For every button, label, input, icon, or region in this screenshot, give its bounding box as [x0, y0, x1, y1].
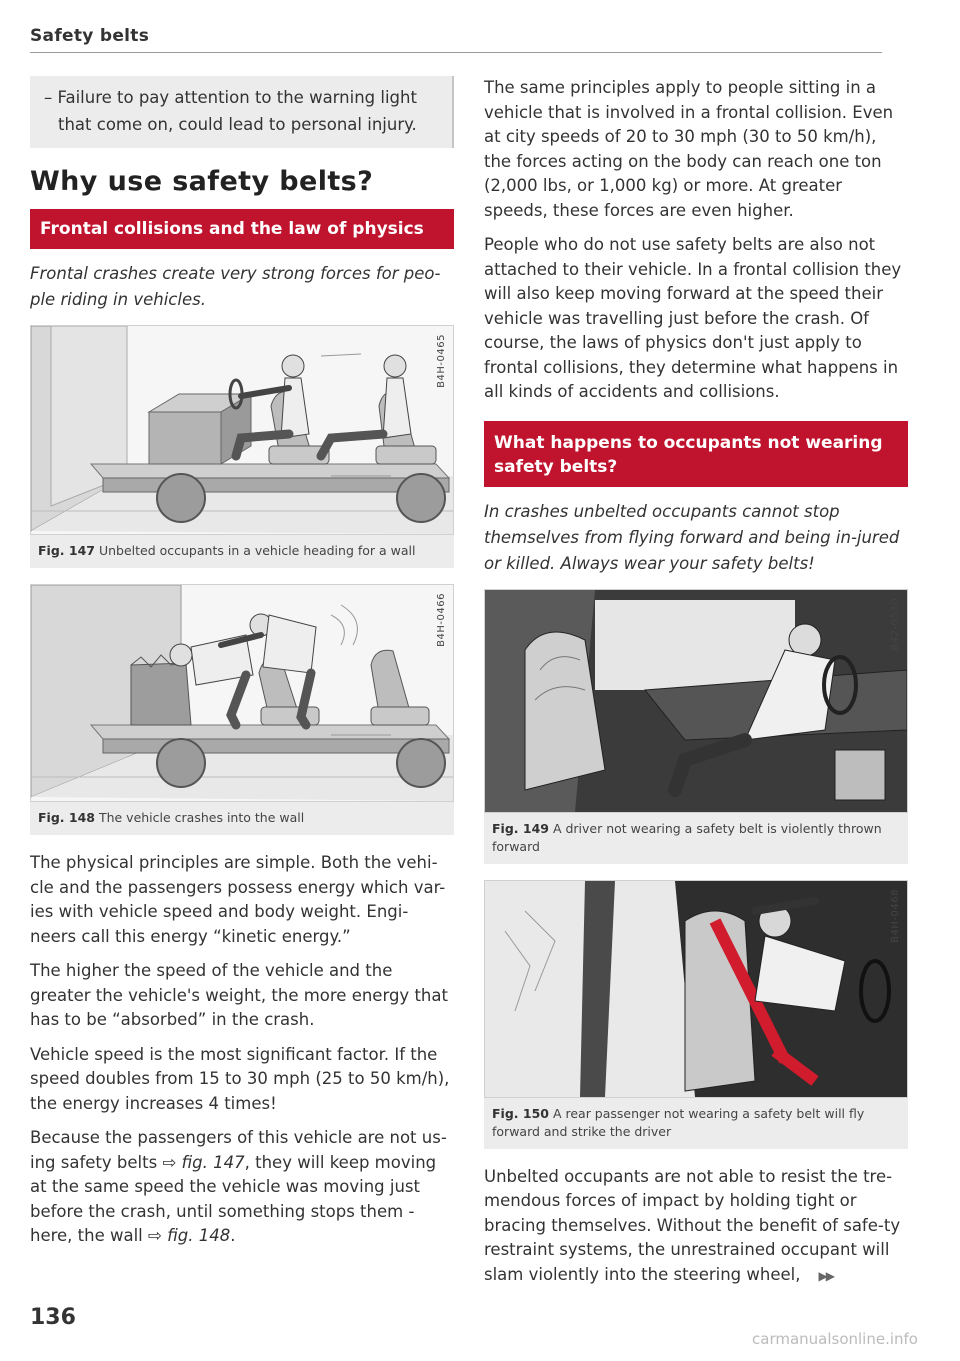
figure-150 [484, 880, 908, 1149]
continue-arrow-icon[interactable]: ▶▶ [818, 1268, 833, 1283]
figure-147-caption [30, 535, 454, 568]
right-column [484, 76, 908, 1298]
figure-147-label: Fig. 147 [38, 543, 95, 558]
paragraph-unbelted-text: Unbelted occupants are not able to resist the tre-mendous forces of impact by holding tight or bracing themselves. Without the benefit of safe-ty restraint systems, the unrestrained occupant will slam violently into the steering wheel, [484, 1166, 901, 1284]
section-lead-unbelted: In crashes unbelted occupants cannot stop themselves from flying forward and being in-jured or killed. Always wear your safety belts! [484, 501, 900, 573]
warning-text: – Failure to pay attention to the warning light that come on, could lead to personal injury. [44, 88, 417, 134]
page-heading: Why use safety belts? [30, 166, 374, 197]
figure-147 [30, 325, 454, 568]
figure-147-link[interactable]: ⇨ fig. 147 [162, 1152, 245, 1172]
figure-147-illustration [30, 325, 454, 535]
figure-148-link[interactable]: ⇨ fig. 148 [148, 1226, 231, 1245]
section-banner-frontal: Frontal collisions and the law of physics [30, 209, 454, 249]
section-lead-frontal: Frontal crashes create very strong forces for peo-ple riding in vehicles. [30, 264, 441, 309]
paragraph-unbelted-occupants [484, 1165, 908, 1289]
figure-150-caption-text: A rear passenger not wearing a safety belt will fly forward and strike the driver [492, 1105, 865, 1139]
figure-149-caption [484, 813, 908, 864]
paragraph-text-a: Because the passengers of this vehicle are not us-ing safety belts [30, 1128, 447, 1172]
section-banner-unbelted: What happens to occupants not wearing safety belts? [484, 421, 908, 487]
figure-code-149: B42-0530 [890, 597, 901, 651]
vehicle-crash-wall-illustration [31, 585, 453, 801]
paragraph-text-c: . [230, 1226, 236, 1245]
paragraph-text-b: , they will keep moving at the same speed the vehicle was moving just before the crash, until something stops them - here, the wall [30, 1152, 437, 1245]
occupants-heading-wall-illustration [31, 326, 453, 534]
figure-149-illustration [484, 589, 908, 813]
figure-148-caption [30, 802, 454, 835]
paragraph-same-principles: The same principles apply to people sitting in a vehicle that is involved in a frontal collision. Even at city speeds of 20 to 30 mph (30 to 50 km/h), the forces acting on the body can reach one ton (2,000 lbs, or 1,000 kg) or more. At greater speeds, these forces are even higher. [484, 78, 894, 220]
figure-149-caption-text: A driver not wearing a safety belt is violently thrown forward [492, 820, 882, 854]
paragraph-physical-principles: The physical principles are simple. Both the vehi-cle and the passengers possess energy which var-ies with vehicle speed and body weight. Engi-neers call this energy “kinetic energy.” [30, 853, 446, 946]
figure-150-illustration [484, 880, 908, 1098]
paragraph-vehicle-speed: Vehicle speed is the most significant factor. If the speed doubles from 15 to 30 mph (25 to 50 km/h), the energy increases 4 times! [30, 1044, 450, 1113]
watermark: carmanualsonline.info [752, 1330, 918, 1348]
figure-148-caption-text: The vehicle crashes into the wall [98, 810, 305, 825]
figure-149-label: Fig. 149 [492, 820, 549, 836]
rear-passenger-strikes-driver-illustration [485, 881, 907, 1097]
section-title: Safety belts [30, 26, 150, 46]
figure-149 [484, 589, 908, 864]
figure-code-147: B4H-0465 [436, 334, 447, 388]
figure-code-150: B4H-0468 [890, 888, 901, 943]
left-column [30, 76, 454, 1259]
figure-150-caption [484, 1098, 908, 1149]
paragraph-not-attached: People who do not use safety belts are also not attached to their vehicle. In a frontal collision they will also keep moving forward at the speed their vehicle was travelling just before the crash. Of course, the laws of physics don't just apply to frontal collisions, they determine what happens in all kinds of accidents and collisions. [484, 235, 902, 401]
figure-148-illustration [30, 584, 454, 802]
driver-thrown-forward-illustration [485, 590, 907, 812]
paragraph-passengers-moving [30, 1126, 454, 1249]
paragraph-speed-weight: The higher the speed of the vehicle and the greater the vehicle's weight, the more energy that has to be “absorbed” in the crash. [30, 961, 448, 1029]
figure-147-caption-text: Unbelted occupants in a vehicle heading for a wall [98, 543, 416, 558]
figure-148 [30, 584, 454, 835]
page-number: 136 [30, 1305, 76, 1330]
figure-150-label: Fig. 150 [492, 1105, 549, 1121]
warning-box [30, 76, 454, 148]
figure-code-148: B4H-0466 [436, 593, 447, 647]
header-rule [30, 52, 882, 53]
figure-148-label: Fig. 148 [38, 810, 95, 825]
